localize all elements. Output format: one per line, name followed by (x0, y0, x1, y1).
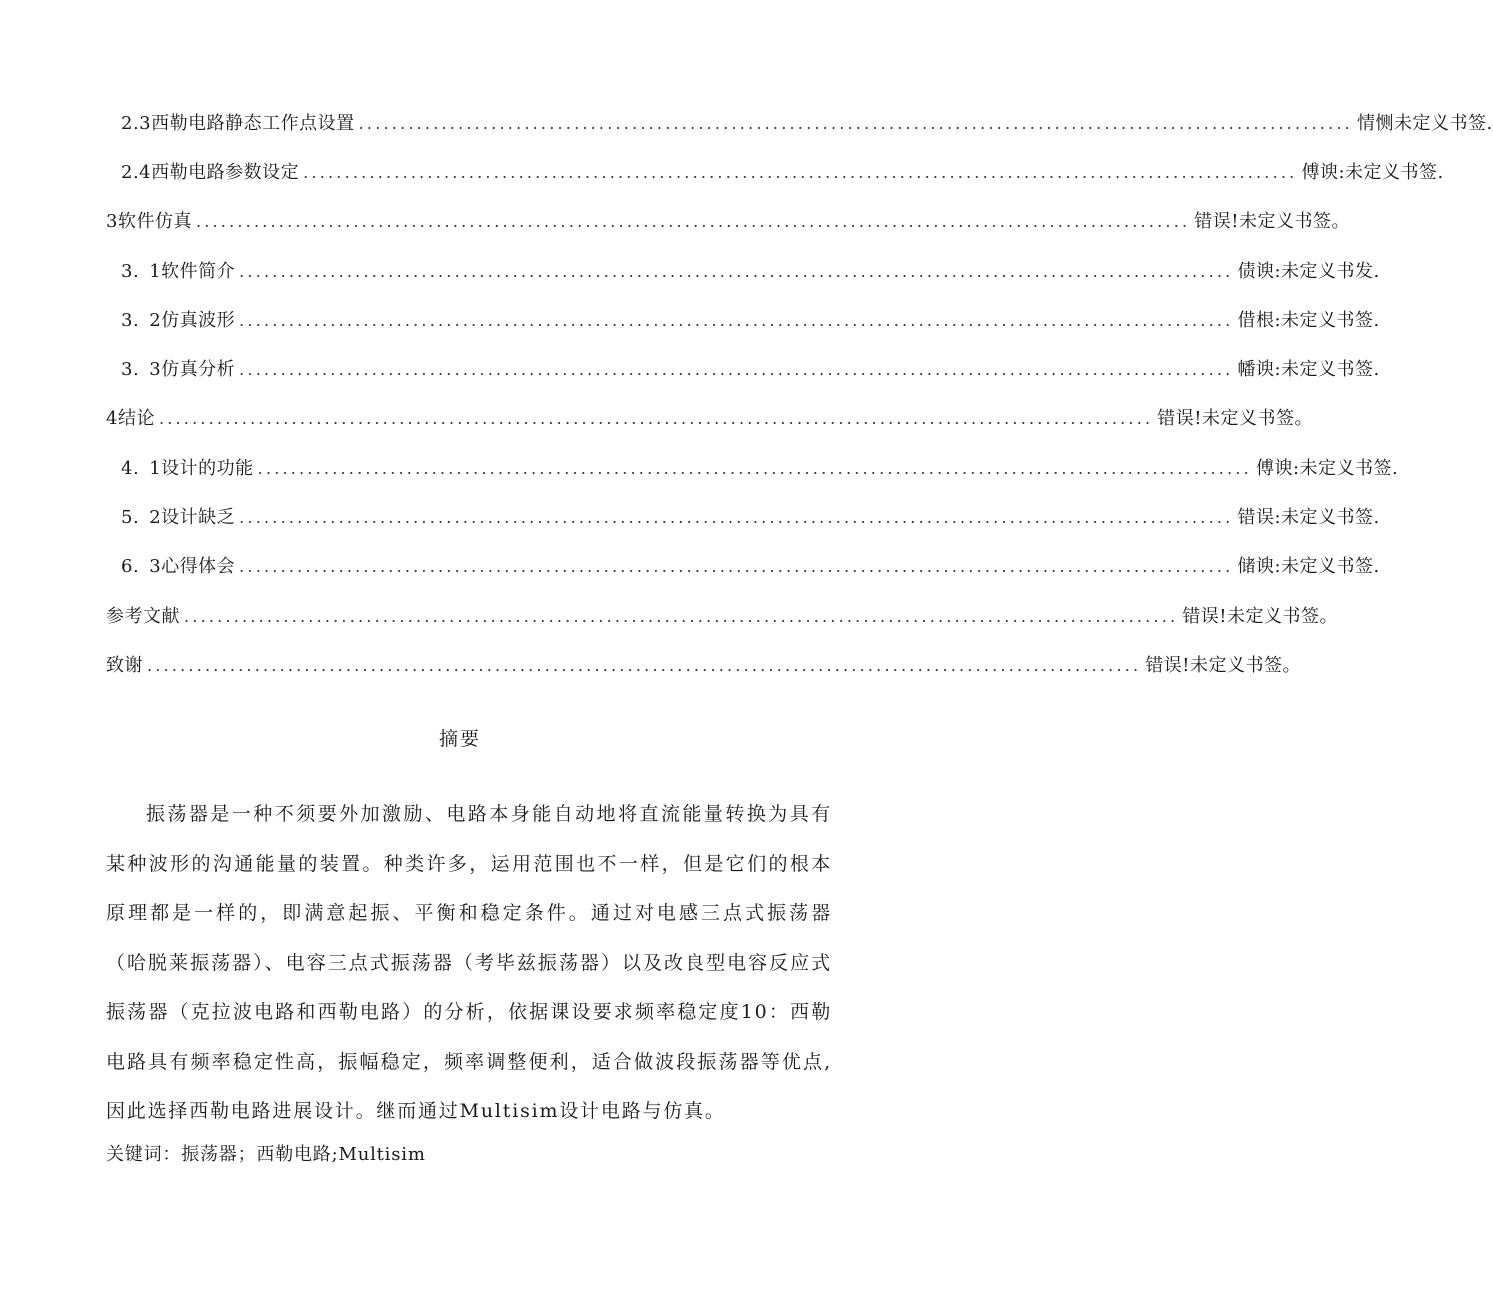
toc-entry-title: 西勒电路参数设定 (151, 161, 300, 183)
toc-dot-leader: ........................................................................................................................ (239, 557, 1234, 577)
keywords-line: 关键词：振荡器；西勒电路;Multisim (106, 1144, 426, 1165)
toc-entry-number: 3. (121, 359, 140, 381)
toc-entry[interactable] (0, 99, 1493, 148)
toc-dot-leader: ........................................................................................................................ (257, 458, 1252, 478)
toc-entry[interactable] (0, 493, 1380, 542)
toc-entry[interactable] (0, 592, 1339, 641)
toc-entry[interactable] (0, 296, 1380, 345)
toc-entry-page-ref: 错误!未定义书签。 (1182, 605, 1339, 627)
toc-entry-title: 3心得体会 (149, 556, 236, 578)
toc-entry-page-ref: 幡谀:未定义书签. (1237, 359, 1380, 381)
toc-entry[interactable] (0, 444, 1399, 493)
toc-entry-title: 2设计缺乏 (149, 507, 236, 529)
toc-entry-page-ref: 借根:未定义书签. (1237, 309, 1380, 331)
toc-dot-leader: ........................................................................................................................ (147, 655, 1142, 675)
toc-entry-title: 结论 (117, 408, 155, 430)
toc-entry-title: 致谢 (106, 654, 143, 676)
toc-entry-page-ref: 储谀:未定义书签. (1237, 556, 1380, 578)
toc-entry[interactable] (0, 247, 1380, 296)
toc-entry-page-ref: 傅谀:未定义书签. (1301, 161, 1444, 183)
toc-entry[interactable] (0, 345, 1380, 394)
toc-entry-number: 3. (121, 309, 140, 331)
abstract-title: 摘要 (438, 728, 481, 750)
abstract-paragraph: 振荡器是一种不须要外加激励、电路本身能自动地将直流能量转换为具有某种波形的沟通能量的装置。种类许多，运用范围也不一样，但是它们的根本原理都是一样的，即满意起振、平衡和稳定条件。通过对电感三点式振荡器（哈脱莱振荡器）、电容三点式振荡器（考毕兹振荡器）以及改良型电容反应式振荡器（克拉波电路和西勒电路）的分析，依据课设要求频率稳定度10：西勒电路具有频率稳定性高，振幅稳定，频率调整便利，适合做波段振荡器等优点,因此选择西勒电路进展设计。继而通过Multisim设计电路与仿真。 (106, 803, 832, 1122)
toc-entry-page-ref: 傅谀:未定义书签. (1255, 457, 1399, 479)
toc-dot-leader: ........................................................................................................................ (239, 261, 1234, 281)
toc-dot-leader: ........................................................................................................................ (195, 212, 1191, 232)
toc-dot-leader: ........................................................................................................................ (239, 310, 1234, 330)
toc-entry[interactable] (0, 543, 1380, 592)
toc-entry[interactable] (0, 148, 1444, 197)
toc-dot-leader: ........................................................................................................................ (239, 360, 1234, 380)
toc-entry[interactable] (0, 198, 1350, 247)
toc-entry-title: 软件仿真 (117, 211, 192, 233)
toc-dot-leader: ........................................................................................................................ (158, 409, 1154, 429)
toc-entry-page-ref: 错误:未定义书签. (1237, 507, 1380, 529)
toc-entry-number: 6. (121, 556, 140, 578)
toc-dot-leader: ........................................................................................................................ (358, 113, 1353, 133)
toc-entry-title: 参考文献 (106, 605, 180, 627)
toc-entry-number: 2.3 (121, 112, 152, 134)
toc-entry-title: 西勒电路静态工作点设置 (151, 112, 355, 134)
toc-entry-number: 4. (121, 457, 140, 479)
toc-entry-title: 2仿真波形 (149, 309, 236, 331)
toc-entry-number: 4 (106, 408, 118, 430)
toc-entry-number: 5. (121, 507, 140, 529)
toc-entry-page-ref: 错误!未定义书签。 (1194, 211, 1350, 233)
toc-entry-title: 1设计的功能 (149, 457, 254, 479)
toc-entry-page-ref: 错误!未定义书签。 (1145, 654, 1302, 676)
toc-entry-number: 3. (121, 260, 140, 282)
toc-entry-page-ref: 错误!未定义书签。 (1157, 408, 1313, 430)
table-of-contents (0, 99, 1493, 691)
toc-entry-title: 1软件简介 (149, 260, 236, 282)
toc-entry-page-ref: 情恻未定义书签. (1356, 112, 1493, 134)
toc-entry-number: 3 (106, 211, 118, 233)
toc-dot-leader: ........................................................................................................................ (239, 508, 1234, 528)
toc-dot-leader: ........................................................................................................................ (184, 606, 1179, 626)
toc-dot-leader: ........................................................................................................................ (303, 162, 1298, 182)
toc-entry-page-ref: 债谀:未定义书发. (1237, 260, 1380, 282)
toc-entry-title: 3仿真分析 (149, 359, 236, 381)
toc-entry-number: 2.4 (121, 161, 152, 183)
abstract-body (106, 790, 832, 1137)
toc-entry[interactable] (0, 641, 1302, 690)
toc-entry[interactable] (0, 395, 1313, 444)
